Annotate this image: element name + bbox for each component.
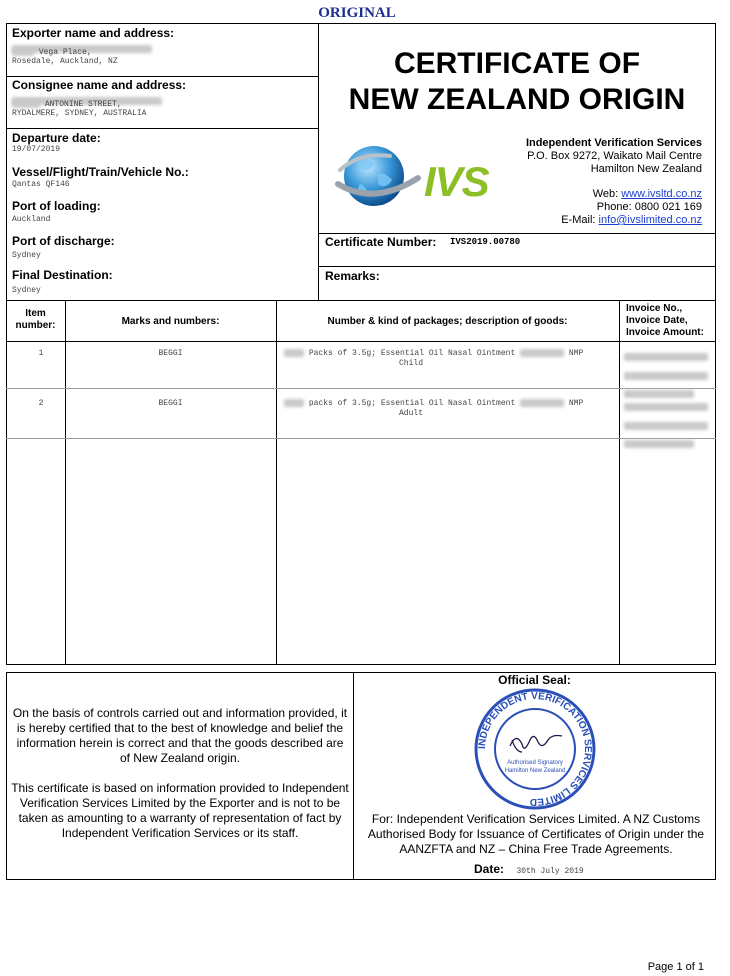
header-invoice-line1: Invoice No., xyxy=(626,303,683,314)
discharge-value: Sydney xyxy=(12,251,41,260)
seal-statement: For: Independent Verification Services Limited. A NZ Customs Authorised Body for Issuance of Certificates of Origin under the AANZFTA and NZ – China Free Trade Agreements. xyxy=(367,812,705,856)
seal-icon xyxy=(470,688,600,810)
row2-invoice-redacted xyxy=(624,398,714,452)
exporter-line1: Vega Place, xyxy=(38,48,92,58)
seal-inner2: Hamilton New Zealand xyxy=(504,768,566,774)
issuer-info xyxy=(470,137,702,227)
exporter-address xyxy=(12,48,118,66)
seal-inner1: Authorised Signatory xyxy=(507,760,563,766)
consignee-label: Consignee name and address: xyxy=(12,78,187,92)
row1-marks: BEGGI xyxy=(158,349,183,358)
row1-desc-line1: Packs of 3.5g; Essential Oil Nasal Ointment xyxy=(308,349,516,359)
seal-date-label: Date: xyxy=(474,862,505,876)
header-invoice-line2: Invoice Date, xyxy=(626,315,688,326)
declaration-para1: On the basis of controls carried out and information provided, it is hereby certified that to the best of knowledge and belief the information herein is correct and that the goods described are of New Zealand origin. xyxy=(12,706,348,765)
vessel-value: Qantas QF146 xyxy=(12,180,70,189)
loading-value: Auckland xyxy=(12,215,51,224)
consignee-address xyxy=(12,100,146,118)
row1-desc-line2: Child xyxy=(398,359,423,368)
issuer-phone: Phone: 0800 021 169 xyxy=(596,201,702,213)
row1-desc-suffix: NMP xyxy=(568,349,584,359)
issuer-name: Independent Verification Services xyxy=(525,137,702,149)
title-line1: CERTIFICATE OF xyxy=(393,47,641,80)
seal-date xyxy=(474,860,584,878)
certificate-number-label: Certificate Number: xyxy=(325,235,437,249)
ivs-logo-text: IVS xyxy=(424,158,489,205)
header-item-number: Item number: xyxy=(15,308,56,331)
page-number: Page 1 of 1 xyxy=(647,961,704,973)
original-header: ORIGINAL xyxy=(318,5,396,21)
issuer-address2: Hamilton New Zealand xyxy=(590,163,702,175)
page-title xyxy=(320,46,714,118)
declaration-text xyxy=(10,706,350,841)
discharge-label: Port of discharge: xyxy=(12,234,115,248)
consignee-line1: ANTONINE STREET, xyxy=(44,100,122,110)
row2-marks: BEGGI xyxy=(158,399,183,408)
official-seal-stamp xyxy=(470,688,600,810)
web-label: Web: xyxy=(592,188,619,200)
exporter-line2: Rosedale, Auckland, NZ xyxy=(12,57,118,67)
issuer-email xyxy=(470,214,702,227)
row1-desc xyxy=(284,349,614,358)
title-line2: NEW ZEALAND ORIGIN xyxy=(348,83,686,116)
header-packages: Number & kind of packages; description of goods: xyxy=(327,316,568,327)
seal-ring-text: INDEPENDENT VERIFICATION SERVICES LIMITED xyxy=(476,690,594,808)
official-seal-label: Official Seal: xyxy=(498,673,571,687)
departure-label: Departure date: xyxy=(12,131,101,145)
row2-item: 2 xyxy=(38,399,44,408)
email-link[interactable]: info@ivslimited.co.nz xyxy=(598,214,702,226)
row2-desc-line1: packs of 3.5g; Essential Oil Nasal Ointment xyxy=(308,399,516,409)
row2-desc-suffix: NMP xyxy=(568,399,584,409)
issuer-web xyxy=(470,188,702,201)
remarks-label: Remarks: xyxy=(325,269,380,283)
consignee-line2: RYDALMERE, SYDNEY, AUSTRALIA xyxy=(12,109,147,119)
email-label: E-Mail: xyxy=(561,214,596,226)
certificate-number-value: IVS2019.00780 xyxy=(450,237,521,247)
loading-label: Port of loading: xyxy=(12,199,101,213)
header-invoice-line3: Invoice Amount: xyxy=(626,327,704,338)
destination-label: Final Destination: xyxy=(12,268,113,282)
header-invoice xyxy=(626,303,716,339)
row2-desc xyxy=(284,399,614,408)
destination-value: Sydney xyxy=(12,286,41,295)
issuer-address1: P.O. Box 9272, Waikato Mail Centre xyxy=(527,150,702,162)
row1-item: 1 xyxy=(38,349,44,358)
row2-desc-line2: Adult xyxy=(398,409,423,418)
header-marks: Marks and numbers: xyxy=(121,316,220,327)
departure-value: 19/07/2019 xyxy=(12,145,61,154)
exporter-label: Exporter name and address: xyxy=(12,26,175,40)
seal-date-value: 30th July 2019 xyxy=(516,867,584,876)
row1-invoice-redacted xyxy=(624,348,714,402)
certificate-top-box xyxy=(6,23,716,665)
declaration-para2: This certificate is based on information provided to Independent Verification Services Limited by the Exporter and is not to be taken as amounting to a warranty of representation of fact by Independent Verification Services or its staff. xyxy=(11,781,349,840)
vessel-label: Vessel/Flight/Train/Vehicle No.: xyxy=(12,165,189,179)
web-link[interactable]: www.ivsltd.co.nz xyxy=(621,188,702,200)
